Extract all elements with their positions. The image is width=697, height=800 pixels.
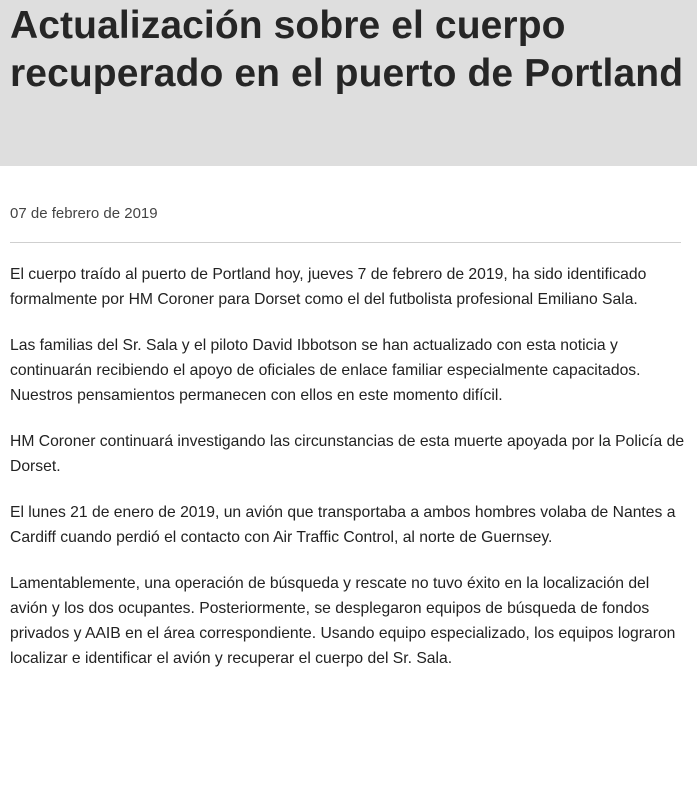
article-title: Actualización sobre el cuerpo recuperado en el puerto de Portland — [10, 4, 684, 95]
article-paragraph-3: HM Coroner continuará investigando las circunstancias de esta muerte apoyada por la Policía de Dorset. — [10, 433, 685, 475]
article-header — [0, 0, 697, 166]
article-paragraph-1: El cuerpo traído al puerto de Portland hoy, jueves 7 de febrero de 2019, ha sido identificado formalmente por HM Coroner para Dorset como el del futbolista profesional Emiliano Sala. — [10, 266, 647, 308]
article-paragraph-5: Lamentablemente, una operación de búsqueda y rescate no tuvo éxito en la localización del avión y los dos ocupantes. Posteriormente, se desplegaron equipos de búsqueda de fondos privados y AAIB en el área correspondiente. Usando equipo especializado, los equipos lograron localizar e identificar el avión y recuperar el cuerpo del Sr. Sala. — [10, 575, 676, 667]
date-divider — [10, 242, 681, 243]
article-date: 07 de febrero de 2019 — [10, 205, 158, 222]
article-content — [0, 204, 697, 671]
article-paragraph-4: El lunes 21 de enero de 2019, un avión que transportaba a ambos hombres volaba de Nantes a Cardiff cuando perdió el contacto con Air Traffic Control, al norte de Guernsey. — [10, 504, 676, 546]
article-paragraph-2: Las familias del Sr. Sala y el piloto David Ibbotson se han actualizado con esta noticia y continuarán recibiendo el apoyo de oficiales de enlace familiar especialmente capacitados. Nuestros pensamientos permanecen con ellos en este momento difícil. — [10, 337, 641, 404]
